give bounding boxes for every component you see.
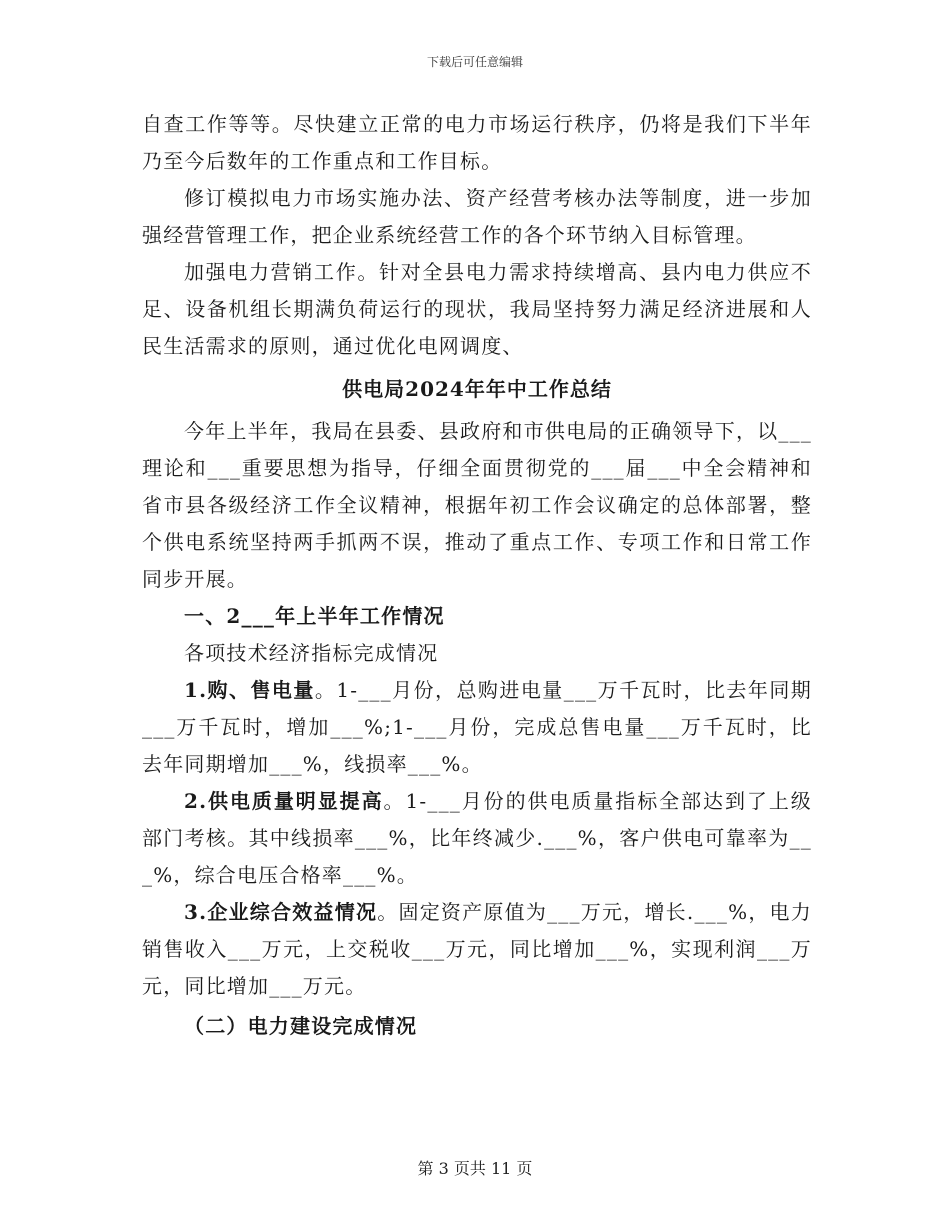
paragraph-marketing: 加强电力营销工作。针对全县电力需求持续增高、县内电力供应不足、设备机组长期满负荷运行的现状，我局坚持努力满足经济进展和人民生活需求的原则，通过优化电网调度、 — [142, 260, 812, 358]
section-subheading: 各项技术经济指标完成情况 — [184, 641, 439, 665]
item-supply-quality — [142, 783, 812, 894]
page-footer: 第 3 页共 11 页 — [417, 1159, 533, 1178]
page-header: 下载后可任意编辑 — [426, 55, 523, 69]
section-heading-1: 一、2___年上半年工作情况 — [184, 604, 445, 628]
item-comprehensive-benefits — [142, 894, 812, 1005]
document-title: 供电局2024年年中工作总结 — [342, 377, 612, 401]
document-body — [142, 106, 812, 1045]
paragraph-continuation: 自查工作等等。尽快建立正常的电力市场运行秩序，仍将是我们下半年乃至今后数年的工作重点和工作目标。 — [142, 112, 812, 173]
paragraph-regulations: 修订模拟电力市场实施办法、资产经营考核办法等制度，进一步加强经营管理工作，把企业系统经营工作的各个环节纳入目标管理。 — [142, 186, 812, 247]
item-text: 。固定资产原值为___万元，增长.___%，电力销售收入___万元，上交税收___万元，同比增加___%，实现利润___万元，同比增加___万元。 — [142, 900, 812, 998]
item-text: 。1-___月份，总购进电量___万千瓦时，比去年同期___万千瓦时，增加___%;1-___月份，完成总售电量___万千瓦时，比去年同期增加___%，线损率___%。 — [142, 678, 812, 776]
item-lead: 2.供电质量明显提高 — [184, 789, 384, 813]
item-text: 。1-___月份的供电质量指标全部达到了上级部门考核。其中线损率___%，比年终减少.___%，客户供电可靠率为___%，综合电压合格率___%。 — [142, 789, 812, 887]
item-power-purchase-sales — [142, 672, 812, 783]
item-lead: 3.企业综合效益情况 — [184, 900, 378, 924]
section-heading-2: （二）电力建设完成情况 — [184, 1014, 418, 1038]
paragraph-intro: 今年上半年，我局在县委、县政府和市供电局的正确领导下，以___理论和___重要思想为指导，仔细全面贯彻党的___届___中全会精神和省市县各级经济工作全议精神，根据年初工作会议确定的总体部署，整个供电系统坚持两手抓两不误，推动了重点工作、专项工作和日常工作同步开展。 — [142, 419, 812, 591]
item-lead: 1.购、售电量 — [184, 678, 315, 702]
